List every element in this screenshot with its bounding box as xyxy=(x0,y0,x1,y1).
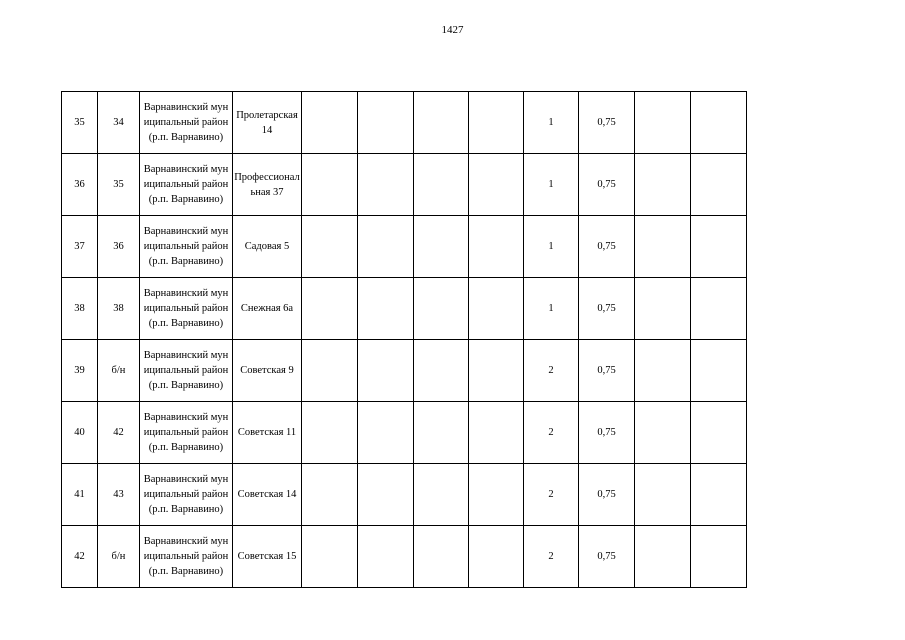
table-row xyxy=(62,216,747,278)
quantity-cell: 1 xyxy=(524,278,579,340)
row-number-cell: 42 xyxy=(62,526,98,588)
row-number-cell: 35 xyxy=(62,92,98,154)
empty-cell xyxy=(635,402,691,464)
address-cell: Советская 14 xyxy=(233,464,302,526)
object-code-cell: 34 xyxy=(98,92,140,154)
row-number-cell: 38 xyxy=(62,278,98,340)
empty-cell xyxy=(302,154,358,216)
empty-cell xyxy=(469,154,524,216)
empty-cell xyxy=(635,464,691,526)
empty-cell xyxy=(302,278,358,340)
empty-cell xyxy=(635,278,691,340)
empty-cell xyxy=(358,216,414,278)
empty-cell xyxy=(469,340,524,402)
value-cell: 0,75 xyxy=(579,278,635,340)
value-cell: 0,75 xyxy=(579,402,635,464)
table-row xyxy=(62,526,747,588)
empty-cell xyxy=(469,464,524,526)
empty-cell xyxy=(302,340,358,402)
object-code-cell: 42 xyxy=(98,402,140,464)
empty-cell xyxy=(469,278,524,340)
quantity-cell: 2 xyxy=(524,402,579,464)
value-cell: 0,75 xyxy=(579,216,635,278)
district-cell: Варнавинский муниципальный район (р.п. Варнавино) xyxy=(140,216,233,278)
quantity-cell: 2 xyxy=(524,464,579,526)
page-number: 1427 xyxy=(441,24,464,36)
empty-cell xyxy=(414,402,469,464)
empty-cell xyxy=(469,92,524,154)
empty-cell xyxy=(691,526,747,588)
address-cell: Снежная 6а xyxy=(233,278,302,340)
address-cell: Профессиональная 37 xyxy=(233,154,302,216)
empty-cell xyxy=(302,526,358,588)
quantity-cell: 1 xyxy=(524,216,579,278)
empty-cell xyxy=(469,402,524,464)
address-cell: Пролетарская 14 xyxy=(233,92,302,154)
empty-cell xyxy=(635,526,691,588)
row-number-cell: 39 xyxy=(62,340,98,402)
object-code-cell: 38 xyxy=(98,278,140,340)
empty-cell xyxy=(691,340,747,402)
quantity-cell: 1 xyxy=(524,154,579,216)
empty-cell xyxy=(691,92,747,154)
empty-cell xyxy=(414,278,469,340)
value-cell: 0,75 xyxy=(579,340,635,402)
data-table xyxy=(61,91,747,588)
empty-cell xyxy=(358,526,414,588)
empty-cell xyxy=(358,278,414,340)
value-cell: 0,75 xyxy=(579,154,635,216)
empty-cell xyxy=(414,154,469,216)
table-row xyxy=(62,402,747,464)
empty-cell xyxy=(691,464,747,526)
value-cell: 0,75 xyxy=(579,464,635,526)
empty-cell xyxy=(358,92,414,154)
district-cell: Варнавинский муниципальный район (р.п. Варнавино) xyxy=(140,92,233,154)
value-cell: 0,75 xyxy=(579,526,635,588)
district-cell: Варнавинский муниципальный район (р.п. Варнавино) xyxy=(140,340,233,402)
empty-cell xyxy=(358,402,414,464)
empty-cell xyxy=(635,340,691,402)
empty-cell xyxy=(358,340,414,402)
empty-cell xyxy=(635,92,691,154)
row-number-cell: 41 xyxy=(62,464,98,526)
table-row xyxy=(62,92,747,154)
value-cell: 0,75 xyxy=(579,92,635,154)
empty-cell xyxy=(302,464,358,526)
empty-cell xyxy=(302,402,358,464)
empty-cell xyxy=(302,216,358,278)
empty-cell xyxy=(358,464,414,526)
empty-cell xyxy=(414,92,469,154)
object-code-cell: 36 xyxy=(98,216,140,278)
empty-cell xyxy=(358,154,414,216)
quantity-cell: 2 xyxy=(524,526,579,588)
row-number-cell: 40 xyxy=(62,402,98,464)
empty-cell xyxy=(691,402,747,464)
district-cell: Варнавинский муниципальный район (р.п. Варнавино) xyxy=(140,278,233,340)
district-cell: Варнавинский муниципальный район (р.п. Варнавино) xyxy=(140,402,233,464)
address-cell: Советская 9 xyxy=(233,340,302,402)
quantity-cell: 1 xyxy=(524,92,579,154)
empty-cell xyxy=(469,216,524,278)
object-code-cell: 43 xyxy=(98,464,140,526)
empty-cell xyxy=(414,216,469,278)
empty-cell xyxy=(691,278,747,340)
empty-cell xyxy=(691,154,747,216)
empty-cell xyxy=(414,526,469,588)
row-number-cell: 36 xyxy=(62,154,98,216)
empty-cell xyxy=(691,216,747,278)
quantity-cell: 2 xyxy=(524,340,579,402)
empty-cell xyxy=(414,340,469,402)
empty-cell xyxy=(635,154,691,216)
object-code-cell: б/н xyxy=(98,526,140,588)
table-row xyxy=(62,154,747,216)
address-cell: Советская 11 xyxy=(233,402,302,464)
table-row xyxy=(62,278,747,340)
district-cell: Варнавинский муниципальный район (р.п. Варнавино) xyxy=(140,464,233,526)
empty-cell xyxy=(635,216,691,278)
empty-cell xyxy=(414,464,469,526)
district-cell: Варнавинский муниципальный район (р.п. Варнавино) xyxy=(140,526,233,588)
row-number-cell: 37 xyxy=(62,216,98,278)
object-code-cell: 35 xyxy=(98,154,140,216)
empty-cell xyxy=(302,92,358,154)
table-row xyxy=(62,464,747,526)
district-cell: Варнавинский муниципальный район (р.п. Варнавино) xyxy=(140,154,233,216)
address-cell: Садовая 5 xyxy=(233,216,302,278)
table-row xyxy=(62,340,747,402)
address-cell: Советская 15 xyxy=(233,526,302,588)
object-code-cell: б/н xyxy=(98,340,140,402)
empty-cell xyxy=(469,526,524,588)
